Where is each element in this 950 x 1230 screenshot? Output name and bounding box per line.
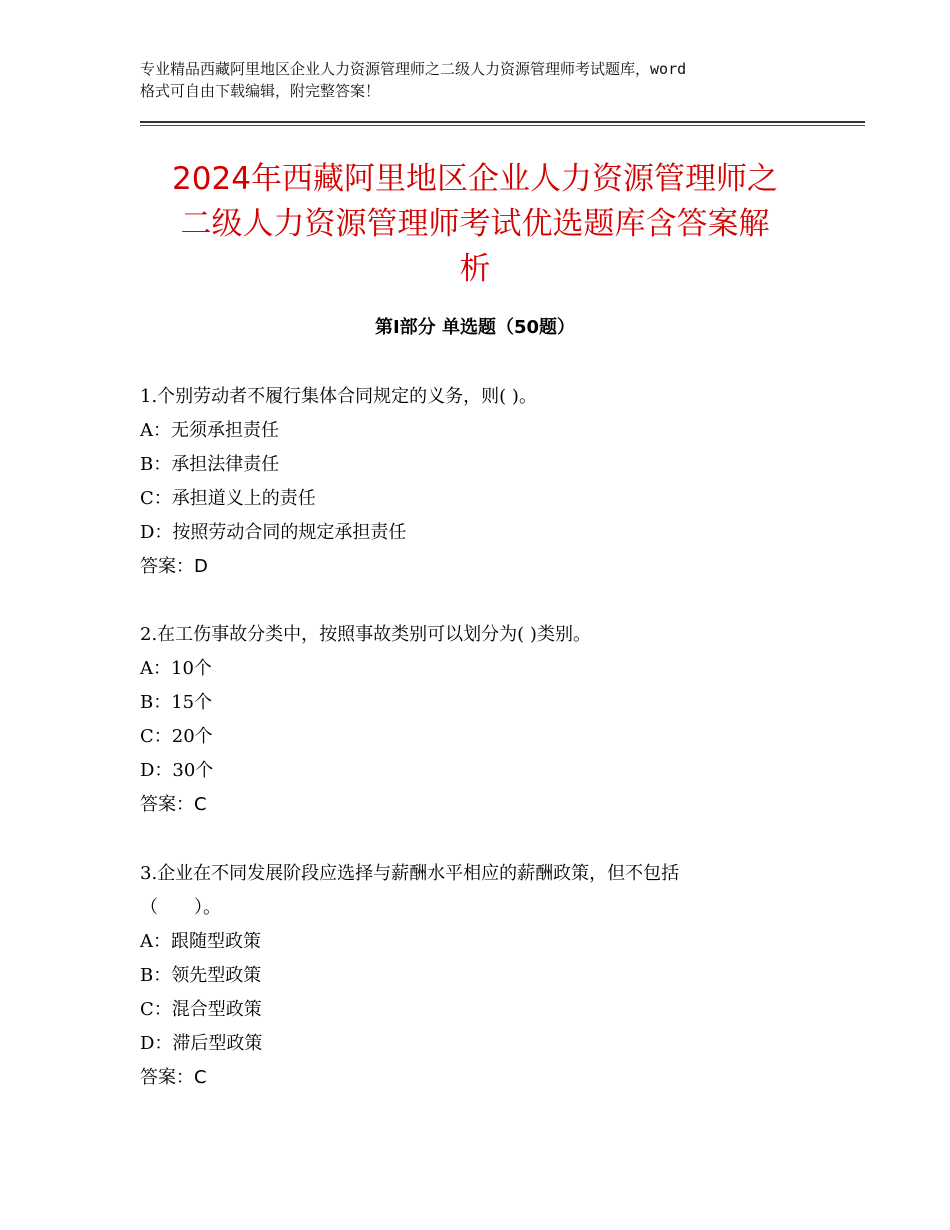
question-3: [140, 857, 820, 1095]
section-heading: 第Ⅰ部分 单选题（50题）: [374, 317, 575, 338]
header-note-line-2: 格式可自由下载编辑，附完整答案！: [140, 82, 381, 100]
question-stem: 3.企业在不同发展阶段应选择与薪酬水平相应的薪酬政策，但不包括: [140, 863, 680, 884]
option-d: D：30个: [140, 760, 214, 781]
option-d: D：按照劳动合同的规定承担责任: [140, 522, 407, 543]
option-b: B：承担法律责任: [140, 454, 280, 475]
header-divider-thin: [140, 125, 865, 126]
question-2: [140, 618, 820, 822]
question-stem-continued: （ ）。: [140, 897, 221, 918]
option-a: A：跟随型政策: [140, 931, 261, 952]
option-c: C：20个: [140, 726, 213, 747]
answer: 答案：C: [140, 1067, 207, 1088]
document-title: [140, 157, 810, 292]
option-c: C：承担道义上的责任: [140, 488, 316, 509]
option-d: D：滞后型政策: [140, 1033, 263, 1054]
option-a: A：10个: [140, 658, 212, 679]
header-note: [140, 58, 830, 102]
answer: 答案：D: [140, 556, 208, 577]
option-c: C：混合型政策: [140, 999, 262, 1020]
header-note-line-1: 专业精品西藏阿里地区企业人力资源管理师之二级人力资源管理师考试题库，word: [140, 60, 687, 78]
question-1: [140, 380, 820, 584]
document-title-line-1: 2024年西藏阿里地区企业人力资源管理师之: [172, 161, 778, 197]
document-title-line-2: 二级人力资源管理师考试优选题库含答案解: [180, 206, 770, 242]
document-title-line-3: 析: [459, 251, 491, 287]
question-stem: 1.个别劳动者不履行集体合同规定的义务，则( )。: [140, 386, 537, 407]
option-b: B：15个: [140, 692, 213, 713]
question-stem: 2.在工伤事故分类中，按照事故类别可以划分为( )类别。: [140, 624, 591, 645]
option-b: B：领先型政策: [140, 965, 262, 986]
header-divider-thick: [140, 121, 865, 123]
answer: 答案：C: [140, 794, 207, 815]
option-a: A：无须承担责任: [140, 420, 279, 441]
